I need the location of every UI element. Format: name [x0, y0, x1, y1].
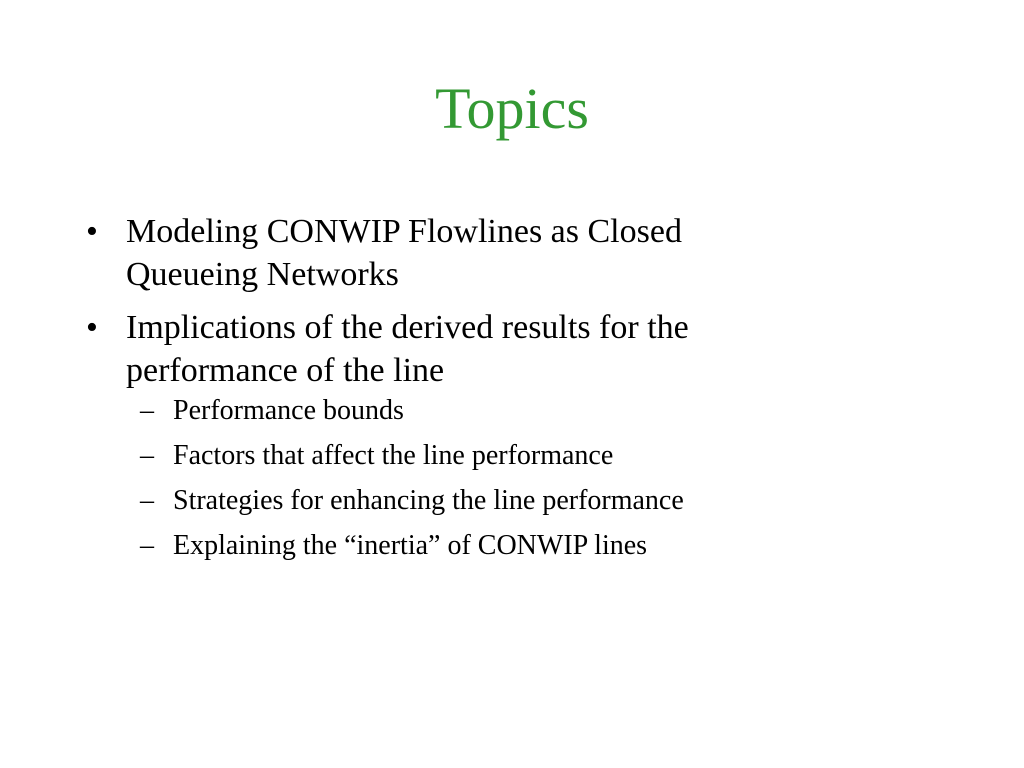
bullet-marker: • — [86, 213, 98, 250]
bullet-text: Modeling CONWIP Flowlines as Closed Queueing Networks — [126, 213, 682, 293]
sub-bullet-item — [128, 529, 804, 563]
sub-bullet-text: Factors that affect the line performance — [173, 440, 614, 471]
sub-bullet-item — [128, 484, 804, 518]
bullet-item — [84, 210, 804, 296]
dash-marker: – — [140, 530, 154, 561]
sub-bullet-text: Explaining the “inertia” of CONWIP lines — [173, 530, 648, 561]
dash-marker: – — [140, 485, 154, 516]
bullet-item — [84, 306, 804, 563]
slide-title: Topics — [435, 76, 589, 141]
sub-bullet-text: Performance bounds — [173, 395, 404, 426]
bullet-text: Implications of the derived results for the performance of the line — [126, 309, 689, 389]
bullet-marker: • — [86, 309, 98, 346]
sub-bullet-list — [126, 394, 804, 563]
sub-bullet-item — [128, 394, 804, 428]
dash-marker: – — [140, 395, 154, 426]
dash-marker: – — [140, 440, 154, 471]
bullet-list — [84, 210, 804, 574]
sub-bullet-text: Strategies for enhancing the line performance — [173, 485, 684, 516]
sub-bullet-item — [128, 439, 804, 473]
